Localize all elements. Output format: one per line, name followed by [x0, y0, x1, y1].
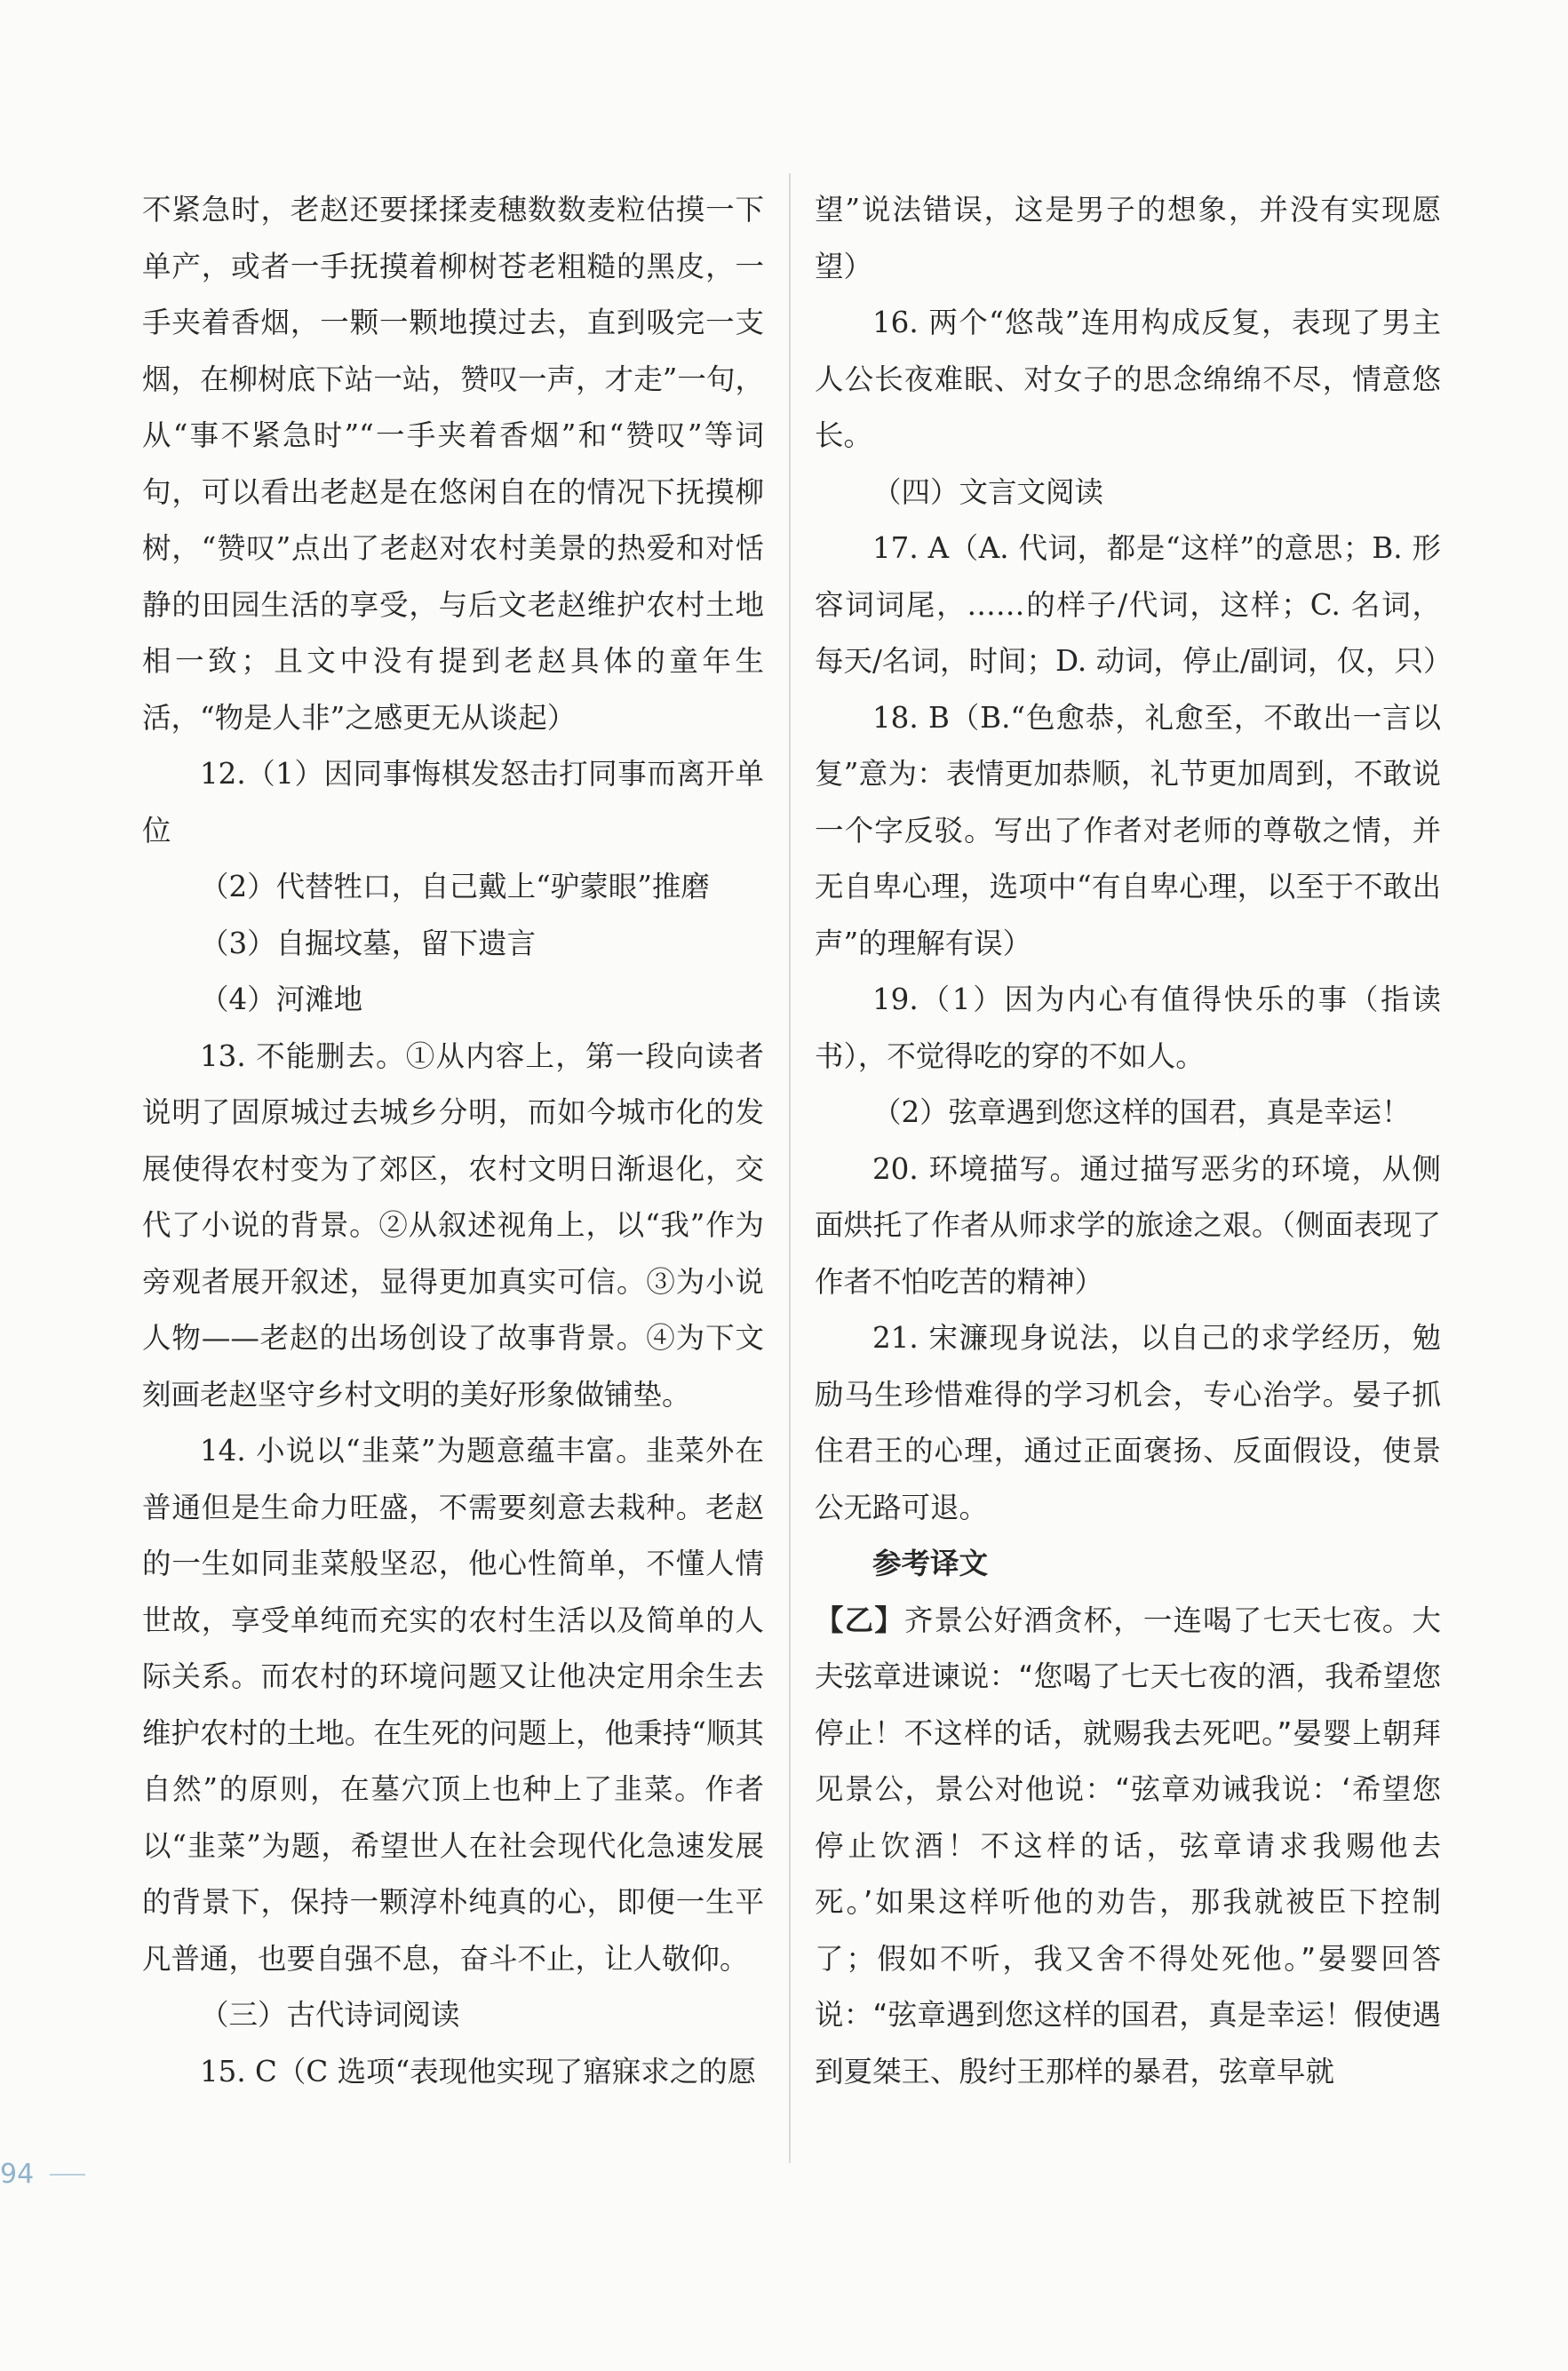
- page-number: 94: [0, 2159, 35, 2190]
- translation-paragraph: [815, 1593, 1441, 2101]
- answer-13: 13. 不能删去。①从内容上，第一段向读者说明了固原城过去城乡分明，而如今城市化的发展使得农村变为了郊区，农村文明日渐退化，交代了小说的背景。②从叙述视角上，以“我”作为旁观者展开叙述，显得更加真实可信。③为小说人物——老赵的出场创设了故事背景。④为下文刻画老赵坚守乡村文明的美好形象做铺垫。: [142, 1038, 764, 1412]
- page-number-rule: [50, 2174, 85, 2176]
- left-column: [142, 182, 764, 2100]
- translation-text: 齐景公好酒贪杯，一连喝了七天七夜。大夫弦章进谏说：“您喝了七天七夜的酒，我希望您停止！不这样的话，就赐我去死吧。”晏婴上朝拜见景公，景公对他说：“弦章劝诫我说：‘希望您停止饮酒！不这样的话，弦章请求我赐他去死。’如果这样听他的劝告，那我就被臣下控制了；假如不听，我又舍不得处死他。”晏婴回答说：“弦章遇到您这样的国君，真是幸运！假使遇到夏桀王、殷纣王那样的暴君，弦章早就: [815, 1603, 1441, 2089]
- answer-12-4: （4）河滩地: [200, 983, 363, 1016]
- page-footer: [0, 2159, 85, 2190]
- translation-label: 【乙】: [815, 1603, 904, 1637]
- section-heading-classical: （四）文言文阅读: [872, 474, 1104, 509]
- column-divider: [789, 173, 791, 2163]
- answer-17: 17. A（A. 代词，都是“这样”的意思；B. 形容词词尾，……的样子/代词，这样；C. 名词，每天/名词，时间；D. 动词，停止/副词，仅，只）: [815, 531, 1453, 678]
- answer-14: 14. 小说以“韭菜”为题意蕴丰富。韭菜外在普通但是生命力旺盛，不需要刻意去栽种。老赵的一生如同韭菜般坚忍，他心性简单，不懂人情世故，享受单纯而充实的农村生活以及简单的人际关系。而农村的环境问题又让他决定用余生去维护农村的土地。在生死的问题上，他秉持“顺其自然”的原则，在墓穴顶上也种上了韭菜。作者以“韭菜”为题，希望世人在社会现代化急速发展的背景下，保持一颗淳朴纯真的心，即便一生平凡普通，也要自强不息，奋斗不止，让人敬仰。: [142, 1434, 764, 1976]
- answer-21: 21. 宋濂现身说法，以自己的求学经历，勉励马生珍惜难得的学习机会，专心治学。晏子抓住君王的心理，通过正面褒扬、反面假设，使景公无路可退。: [815, 1321, 1441, 1524]
- answer-12: 12.（1）因同事悔棋发怒击打同事而离开单位: [142, 757, 764, 847]
- answer-12-2: （2）代替牲口，自己戴上“驴蒙眼”推磨: [200, 870, 710, 903]
- answer-19-2: （2）弦章遇到您这样的国君，真是幸运！: [872, 1095, 1411, 1129]
- answer-19-1: 19.（1）因为内心有值得快乐的事（指读书），不觉得吃的穿的不如人。: [815, 983, 1441, 1073]
- answer-18: 18. B（B.“色愈恭，礼愈至，不敢出一言以复”意为：表情更加恭顺，礼节更加周到，不敢说一个字反驳。写出了作者对老师的尊敬之情，并无自卑心理，选项中“有自卑心理，以至于不敢出声”的理解有误）: [815, 700, 1441, 960]
- translation-heading: 参考译文: [872, 1547, 989, 1580]
- answer-20: 20. 环境描写。通过描写恶劣的环境，从侧面烘托了作者从师求学的旅途之艰。（侧面表现了作者不怕吃苦的精神）: [815, 1151, 1441, 1299]
- answer-12-3: （3）自掘坟墓，留下遗言: [200, 926, 537, 960]
- answer-15: 15. C（C 选项“表现他实现了寤寐求之的愿: [200, 2054, 757, 2089]
- answer-16: 16. 两个“悠哉”连用构成反复，表现了男主人公长夜难眠、对女子的思念绵绵不尽，情意悠长。: [815, 306, 1441, 452]
- section-heading-poetry: （三）古代诗词阅读: [200, 1998, 460, 2032]
- right-column: [815, 182, 1453, 2100]
- answer-15-continued: 望”说法错误，这是男子的想象，并没有实现愿望）: [815, 193, 1441, 283]
- paragraph: 不紧急时，老赵还要揉揉麦穗数数麦粒估摸一下单产，或者一手抚摸着柳树苍老粗糙的黑皮，一手夹着香烟，一颗一颗地摸过去，直到吸完一支烟，在柳树底下站一站，赞叹一声，才走”一句，从“事不紧急时”“一手夹着香烟”和“赞叹”等词句，可以看出老赵是在悠闲自在的情况下抚摸柳树，“赞叹”点出了老赵对农村美景的热爱和对恬静的田园生活的享受，与后文老赵维护农村土地相一致；且文中没有提到老赵具体的童年生活，“物是人非”之感更无从谈起）: [142, 193, 764, 735]
